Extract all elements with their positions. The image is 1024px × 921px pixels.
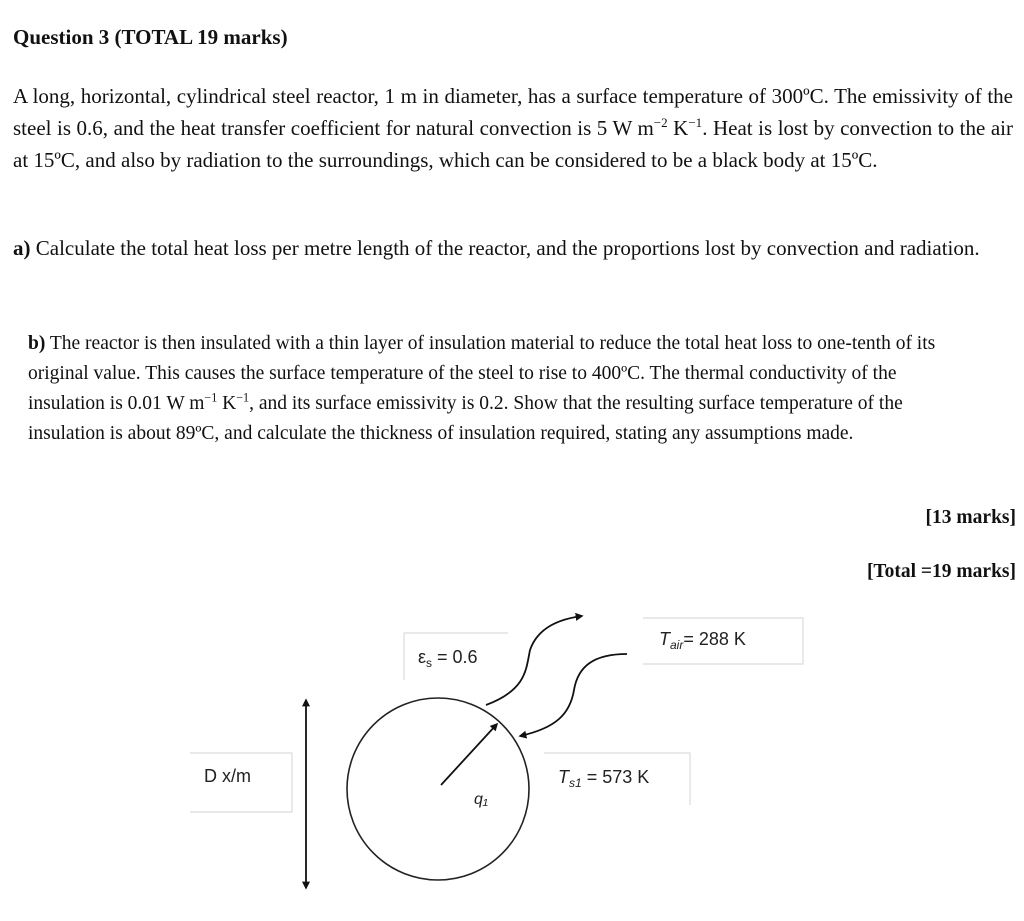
question-title: Question 3 (TOTAL 19 marks)	[13, 25, 288, 49]
t-air-label	[659, 629, 746, 652]
t-s1-symbol: T	[558, 767, 569, 787]
intro-paragraph	[13, 80, 1013, 176]
t-s1-value: = 573 K	[581, 767, 650, 787]
intro-text-3: . Heat is lost by convection to the air at 15ºC, and also by radiation to the surroundings, which can be considered to be a black body at 15ºC.	[13, 116, 1013, 172]
part-b-text-1: The reactor is then insulated with a thin layer of insulation material to reduce the total heat loss to one-tenth of its original value. This causes the surface temperature of the steel to rise to 400ºC. The thermal conductivity of the insulation is 0.01 W m	[28, 333, 936, 414]
part-a-label: a)	[13, 236, 31, 260]
part-b-label: b)	[28, 333, 46, 354]
reactor-diagram	[0, 595, 1024, 921]
part-b-exponent-1: −1	[204, 390, 218, 405]
t-air-subscript: air	[670, 638, 684, 652]
intro-exponent-1: −2	[653, 114, 668, 130]
intro-text-2: K	[667, 116, 689, 140]
part-a-paragraph	[13, 232, 1013, 264]
t-air-value: = 288 K	[683, 629, 746, 649]
outgoing-heat-arrow	[486, 616, 582, 705]
heat-label: q₁	[474, 791, 488, 808]
emissivity-symbol: ε	[418, 647, 427, 667]
emissivity-subscript: s	[426, 656, 433, 670]
part-b-text-3: , and its surface emissivity is 0.2. Show that the resulting surface temperature of the insulation is about 89ºC, and calculate the thickness of insulation required, stating any assumptions made.	[28, 393, 903, 444]
incoming-heat-arrow	[520, 654, 627, 736]
diameter-label: D x/m	[204, 766, 251, 786]
part-a-text: Calculate the total heat loss per metre length of the reactor, and the proportions lost by convection and radiation.	[30, 236, 980, 260]
emissivity-value: = 0.6	[432, 647, 478, 667]
part-b-exponent-2: −1	[236, 390, 250, 405]
t-s1-subscript: s1	[569, 776, 582, 790]
t-s1-label	[558, 767, 649, 790]
part-b-paragraph	[28, 329, 968, 449]
emissivity-label	[418, 647, 478, 670]
intro-text-1: A long, horizontal, cylindrical steel reactor, 1 m in diameter, has a surface temperature of 300ºC. The emissivity of the steel is 0.6, and the heat transfer coefficient for natural convection is 5 W m	[13, 84, 1013, 140]
part-b-marks: [13 marks]	[925, 507, 1016, 528]
heat-flow-arrow	[441, 724, 497, 785]
intro-exponent-2: −1	[688, 114, 703, 130]
t-air-symbol: T	[659, 629, 670, 649]
total-marks: [Total =19 marks]	[866, 561, 1016, 582]
part-b-text-2: K	[217, 393, 237, 414]
reactor-circle	[347, 698, 529, 880]
